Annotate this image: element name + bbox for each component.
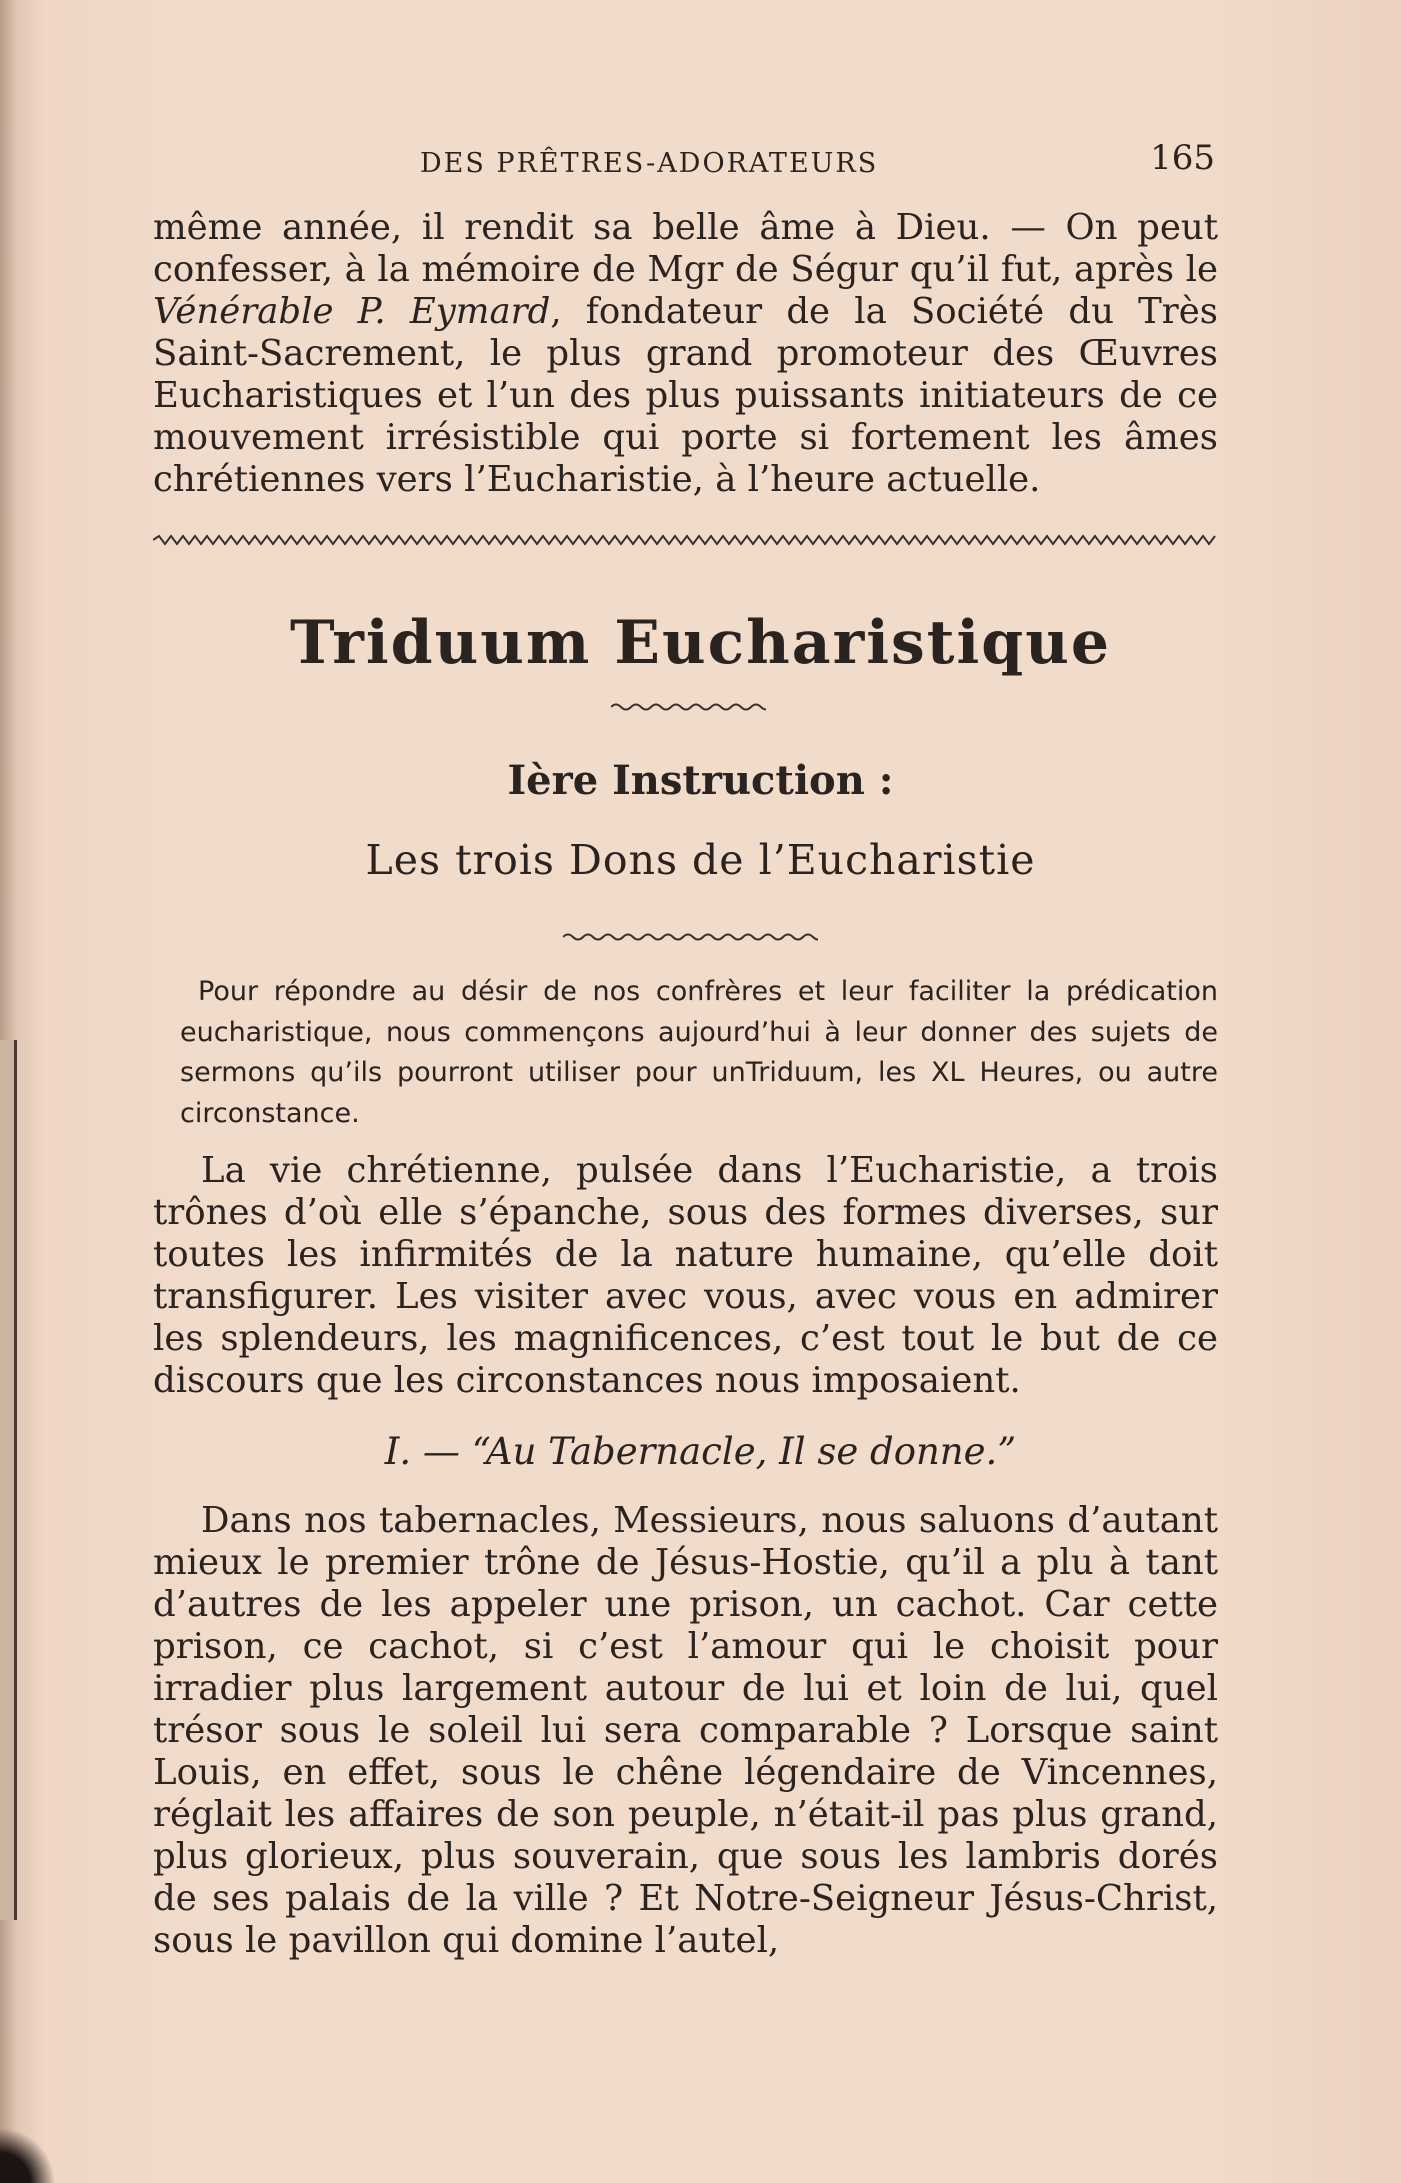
paragraph-1 [153,207,1218,501]
instruction-heading: Ière Instruction : [507,757,894,804]
paragraph-1-italic: Vénérable P. Eymard [153,291,551,332]
running-head: DES PRÊTRES-ADORATEURS [420,148,879,179]
page-number: 165 [1150,138,1215,178]
adjacent-page-edge [0,1040,17,1920]
page-header [155,138,1220,188]
ornament-rule-graphic [153,533,1218,547]
paragraph-1-start: même année, il rendit sa belle âme à Dieu. — On peut confesser, à la mémoire de Mgr de Ségur qu’il fut, après le [153,207,1218,290]
paragraph-1-end: , fondateur de la Société du Très Saint-Sacrement, le plus grand promoteur des Œuvres Eucharistiques et l’un des plus puissants initiateurs de ce mouvement irrésistible qui porte si fortement les âmes chrétiennes vers l’Eucharistie, à l’heure actuelle. [153,291,1218,500]
section-heading: I. — “Au Tabernacle, Il se donne.” [384,1430,1017,1473]
scan-shadow [0,2123,60,2183]
subtitle-squiggle-ornament [563,930,818,944]
intro-note: Pour répondre au désir de nos confrères et leur faciliter la prédication eucharistique, nous commençons aujourd’hui à leur donner des sujets de sermons qu’ils pourront utiliser pour unTriduum, les XL Heures, ou autre circonstance. [180,976,1218,1129]
paragraph-3: Dans nos tabernacles, Messieurs, nous saluons d’autant mieux le premier trône de Jésus-Hostie, qu’il a plu à tant d’autres de les appeler une prison, un cachot. Car cette prison, ce cachot, si c’est l’amour qui le choisit pour irradier plus largement autour de lui et loin de lui, quel trésor sous le soleil lui sera comparable ? Lorsque saint Louis, en effet, sous le chêne légendaire de Vincennes, réglait les affaires de son peuple, n’était-il pas plus grand, plus glorieux, plus souverain, que sous les lambris dorés de ses palais de la ville ? Et Notre-Seigneur Jésus-Christ, sous le pavillon qui domine l’autel, [153,1500,1218,1961]
title-squiggle-ornament [611,700,766,714]
paragraph-2: La vie chrétienne, pulsée dans l’Eucharistie, a trois trônes d’où elle s’épanche, sous des formes diverses, sur toutes les infirmités de la nature humaine, qu’elle doit transfigurer. Les visiter avec vous, avec vous en admirer les splendeurs, les magnificences, c’est tout le but de ce discours que les circonstances nous imposaient. [153,1150,1218,1401]
page-title: Triduum Eucharistique [289,608,1112,678]
instruction-subtitle: Les trois Dons de l’Eucharistie [365,836,1036,884]
ornamental-rule [153,533,1218,547]
